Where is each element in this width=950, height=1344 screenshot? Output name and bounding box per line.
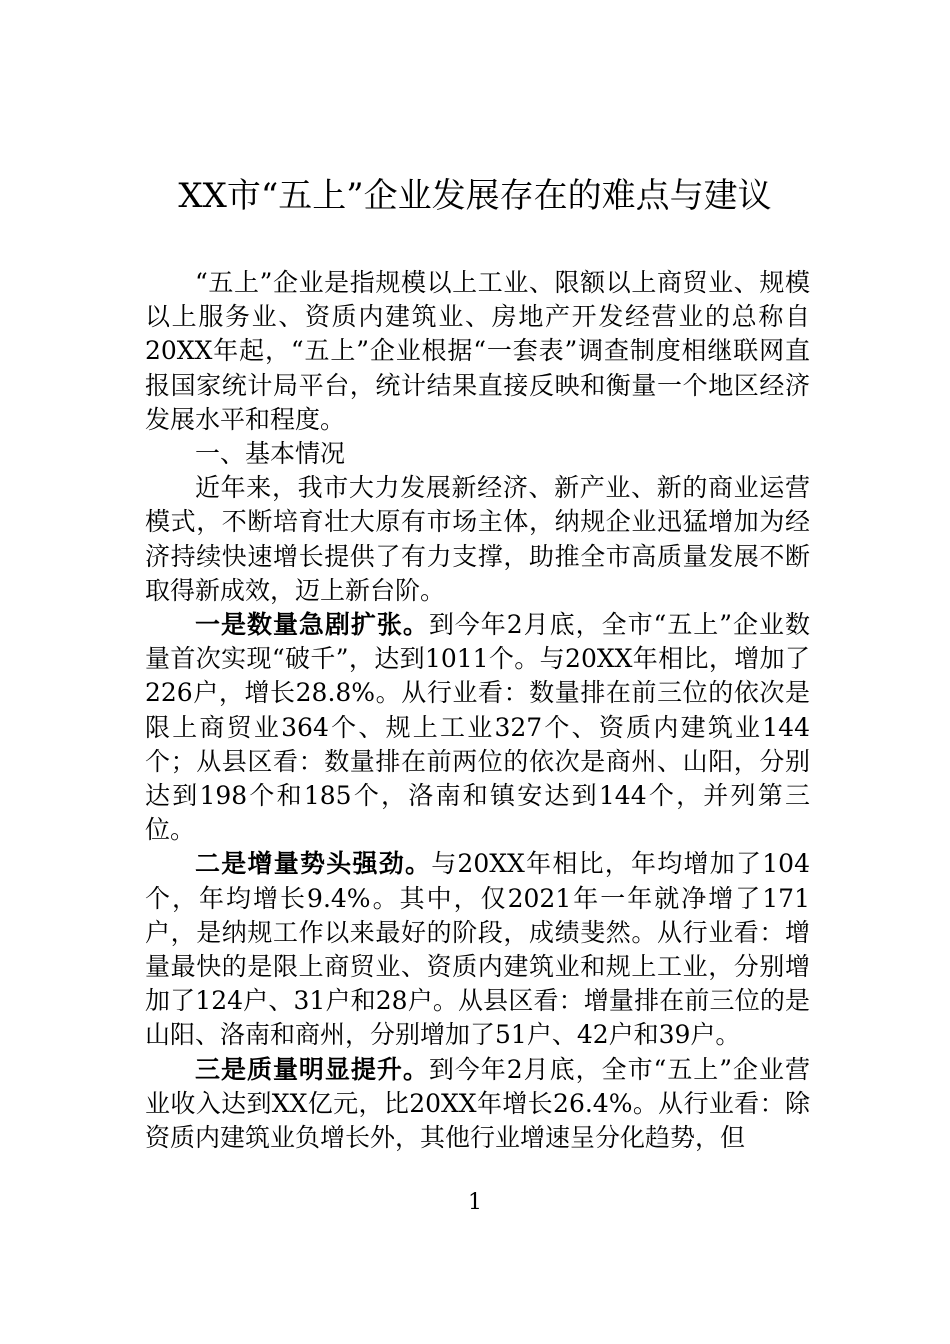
paragraph-text: 到今年2月底，全市“五上”企业营业收入达到XX亿元，比20XX年增长26.4%。从行业看：除资质内建筑业负增长外，其他行业增速呈分化趋势，但 (145, 1054, 810, 1153)
section-heading-basic-situation (145, 437, 810, 471)
section-heading-text: 一、基本情况 (195, 439, 346, 469)
paragraph-lead: 三是质量明显提升。 (195, 1054, 429, 1084)
paragraph-lead: 一是数量急剧扩张。 (195, 610, 429, 640)
paragraph-text: “五上”企业是指规模以上工业、限额以上商贸业、规模以上服务业、资质内建筑业、房地产开发经营业的总称自20XX年起，“五上”企业根据“一套表”调查制度相继联网直报国家统计局平台，统计结果直接反映和衡量一个地区经济发展水平和程度。 (145, 268, 810, 434)
paragraph-intro (145, 266, 810, 437)
document-body (145, 266, 810, 1155)
paragraph-overview (145, 471, 810, 608)
paragraph-quality (145, 1053, 810, 1156)
page-number: 1 (468, 1190, 482, 1215)
document-title: XX市“五上”企业发展存在的难点与建议 (178, 176, 772, 216)
paragraph-text: 近年来，我市大力发展新经济、新产业、新的商业运营模式，不断培育壮大原有市场主体，纳规企业迅猛增加为经济持续快速增长提供了有力支撑，助推全市高质量发展不断取得新成效，迈上新台阶。 (145, 473, 810, 605)
paragraph-text: 到今年2月底，全市“五上”企业数量首次实现“破千”，达到1011个。与20XX年相比，增加了226户，增长28.8%。从行业看：数量排在前三位的依次是限上商贸业364个、规上工业327个、资质内建筑业144个；从县区看：数量排在前两位的依次是商州、山阳，分别达到198个和185个，洛南和镇安达到144个，并列第三位。 (145, 610, 810, 845)
paragraph-quantity (145, 608, 810, 847)
paragraph-lead: 二是增量势头强劲。 (195, 849, 432, 879)
paragraph-increment (145, 847, 810, 1052)
paragraph-text: 与20XX年相比，年均增加了104个，年均增长9.4%。其中，仅2021年一年就净增了171户，是纳规工作以来最好的阶段，成绩斐然。从行业看：增量最快的是限上商贸业、资质内建筑业和规上工业，分别增加了124户、31户和28户。从县区看：增量排在前三位的是山阳、洛南和商州，分别增加了51户、42户和39户。 (145, 849, 810, 1050)
